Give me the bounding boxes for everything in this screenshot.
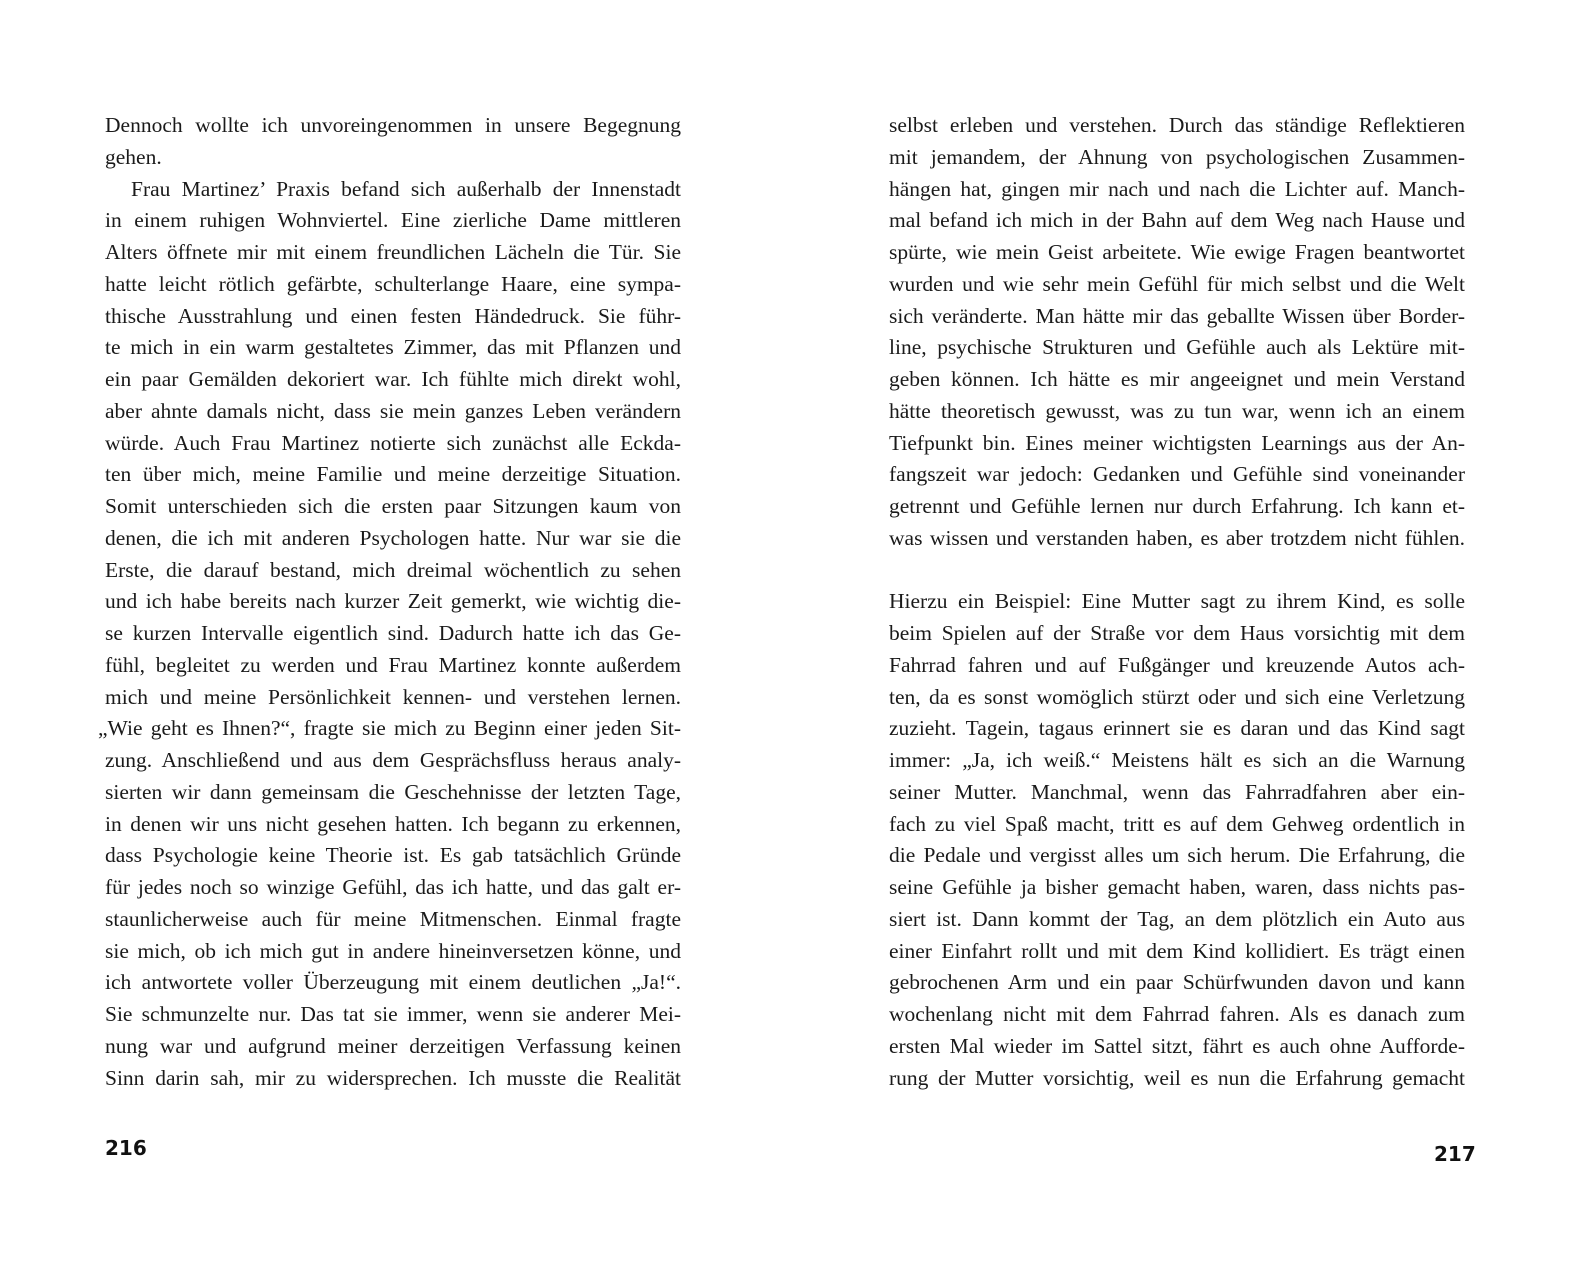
text-line: Alters öffnete mir mit einem freundlichen Lächeln die Tür. Sie	[105, 240, 681, 264]
text-line: ten, da es sonst womöglich stürzt oder und sich eine Verletzung	[889, 684, 1465, 709]
text-line: getrennt und Gefühle lernen nur durch Erfahrung. Ich kann et-	[889, 494, 1465, 518]
text-line: Hierzu ein Beispiel: Eine Mutter sagt zu ihrem Kind, es solle	[889, 589, 1465, 614]
text-line: ich antwortete voller Überzeugung mit einem deutlichen „Ja!“.	[105, 970, 681, 995]
left-page-text	[98, 110, 681, 1094]
text-line: ein paar Gemälden dekoriert war. Ich fühlte mich direkt wohl,	[105, 367, 681, 391]
text-line: für jedes noch so winzige Gefühl, das ich hatte, und das galt er-	[105, 875, 681, 899]
text-line: ten über mich, meine Familie und meine derzeitige Situation.	[105, 462, 681, 487]
text-line: seine Gefühle ja bisher gemacht haben, waren, dass nichts pas-	[889, 875, 1465, 899]
text-line: Tiefpunkt bin. Eines meiner wichtigsten Learnings aus der An-	[889, 430, 1465, 455]
text-line: spürte, wie mein Geist arbeitete. Wie ewige Fragen beantwortet	[889, 240, 1465, 264]
text-line: hätte theoretisch gewusst, was zu tun war, wenn ich an einem	[889, 398, 1465, 423]
text-line: ersten Mal wieder im Sattel sitzt, fährt es auch ohne Aufforde-	[889, 1033, 1465, 1058]
text-line: „Wie geht es Ihnen?“, fragte sie mich zu Beginn einer jeden Sit-	[98, 716, 681, 741]
text-line: Dennoch wollte ich unvoreingenommen in unsere Begegnung	[105, 113, 681, 137]
text-line: wurden und wie sehr mein Gefühl für mich selbst und die Welt	[889, 271, 1465, 296]
text-line: hatte leicht rötlich gefärbte, schulterlange Haare, eine sympa-	[105, 271, 681, 296]
text-line: geben können. Ich hätte es mir angeeignet und mein Verstand	[889, 367, 1465, 391]
text-line: fach zu viel Spaß macht, tritt es auf dem Gehweg ordentlich in	[889, 811, 1465, 836]
text-line: aber ahnte damals nicht, dass sie mein ganzes Leben verändern	[105, 398, 681, 423]
text-line: zuzieht. Tagein, tagaus erinnert sie es daran und das Kind sagt	[889, 716, 1465, 741]
text-line: thische Ausstrahlung und einen festen Händedruck. Sie führ-	[105, 303, 681, 328]
text-line: hängen hat, gingen mir nach und nach die Lichter auf. Manch-	[889, 176, 1465, 201]
text-line: dass Psychologie keine Theorie ist. Es gab tatsächlich Gründe	[105, 843, 681, 868]
text-line: gehen.	[105, 144, 162, 169]
text-line: zung. Anschließend und aus dem Gesprächsfluss heraus analy-	[105, 748, 681, 772]
text-line: selbst erleben und verstehen. Durch das ständige Reflektieren	[889, 113, 1465, 137]
text-line: was wissen und verstanden haben, es aber trotzdem nicht fühlen.	[889, 525, 1465, 550]
text-line: würde. Auch Frau Martinez notierte sich zunächst alle Eckda-	[105, 430, 681, 455]
text-line: gebrochenen Arm und ein paar Schürfwunden davon und kann	[889, 970, 1465, 995]
text-line: sie mich, ob ich mich gut in andere hineinversetzen könne, und	[105, 938, 681, 963]
text-line: mal befand ich mich in der Bahn auf dem Weg nach Hause und	[889, 208, 1465, 233]
text-line: beim Spielen auf der Straße vor dem Haus vorsichtig mit dem	[889, 621, 1465, 645]
page-number-right: 217	[1434, 1142, 1476, 1166]
text-line: in denen wir uns nicht gesehen hatten. Ich begann zu erkennen,	[105, 811, 681, 836]
text-line: nung war und aufgrund meiner derzeitigen Verfassung keinen	[105, 1033, 681, 1058]
text-line: Sinn darin sah, mir zu widersprechen. Ich musste die Realität	[105, 1065, 681, 1090]
paragraph-gap	[889, 555, 1465, 587]
text-line: rung der Mutter vorsichtig, weil es nun die Erfahrung gemacht	[889, 1065, 1465, 1090]
text-line: staunlicherweise auch für meine Mitmenschen. Einmal fragte	[105, 906, 681, 931]
text-line: wochenlang nicht mit dem Fahrrad fahren. Als es danach zum	[889, 1002, 1465, 1026]
text-line: te mich in ein warm gestaltetes Zimmer, das mit Pflanzen und	[105, 335, 681, 360]
text-line: die Pedale und vergisst alles um sich herum. Die Erfahrung, die	[889, 843, 1465, 868]
text-line: in einem ruhigen Wohnviertel. Eine zierliche Dame mittleren	[105, 208, 681, 233]
text-line: fangszeit war jedoch: Gedanken und Gefühle sind voneinander	[889, 462, 1465, 487]
text-line: einer Einfahrt rollt und mit dem Kind kollidiert. Es trägt einen	[889, 938, 1465, 963]
text-line: fühl, begleitet zu werden und Frau Martinez konnte außerdem	[105, 652, 681, 677]
page-number-left: 216	[105, 1136, 147, 1160]
text-line: siert ist. Dann kommt der Tag, an dem plötzlich ein Auto aus	[889, 906, 1465, 931]
text-line: Fahrrad fahren und auf Fußgänger und kreuzende Autos ach-	[889, 652, 1465, 677]
text-line: sich veränderte. Man hätte mir das geballte Wissen über Border-	[889, 303, 1465, 328]
text-line: mich und meine Persönlichkeit kennen- und verstehen lernen.	[105, 684, 681, 709]
text-line: line, psychische Strukturen und Gefühle auch als Lektüre mit-	[889, 335, 1465, 360]
text-line: seiner Mutter. Manchmal, wenn das Fahrradfahren aber ein-	[889, 779, 1465, 804]
text-line: immer: „Ja, ich weiß.“ Meistens hält es sich an die Warnung	[889, 748, 1465, 772]
text-line: mit jemandem, der Ahnung von psychologischen Zusammen-	[889, 144, 1465, 169]
text-line: se kurzen Intervalle eigentlich sind. Dadurch hatte ich das Ge-	[105, 621, 681, 645]
text-line: Frau Martinez’ Praxis befand sich außerhalb der Innenstadt	[131, 176, 681, 201]
text-line: denen, die ich mit anderen Psychologen hatte. Nur war sie die	[105, 525, 681, 550]
text-line: und ich habe bereits nach kurzer Zeit gemerkt, wie wichtig die-	[105, 589, 681, 614]
text-line: Sie schmunzelte nur. Das tat sie immer, wenn sie anderer Mei-	[105, 1002, 681, 1026]
text-line: Somit unterschieden sich die ersten paar Sitzungen kaum von	[105, 494, 681, 518]
text-line: Erste, die darauf bestand, mich dreimal wöchentlich zu sehen	[105, 557, 681, 582]
text-line: sierten wir dann gemeinsam die Geschehnisse der letzten Tage,	[105, 779, 681, 804]
right-page-text	[889, 110, 1465, 1094]
